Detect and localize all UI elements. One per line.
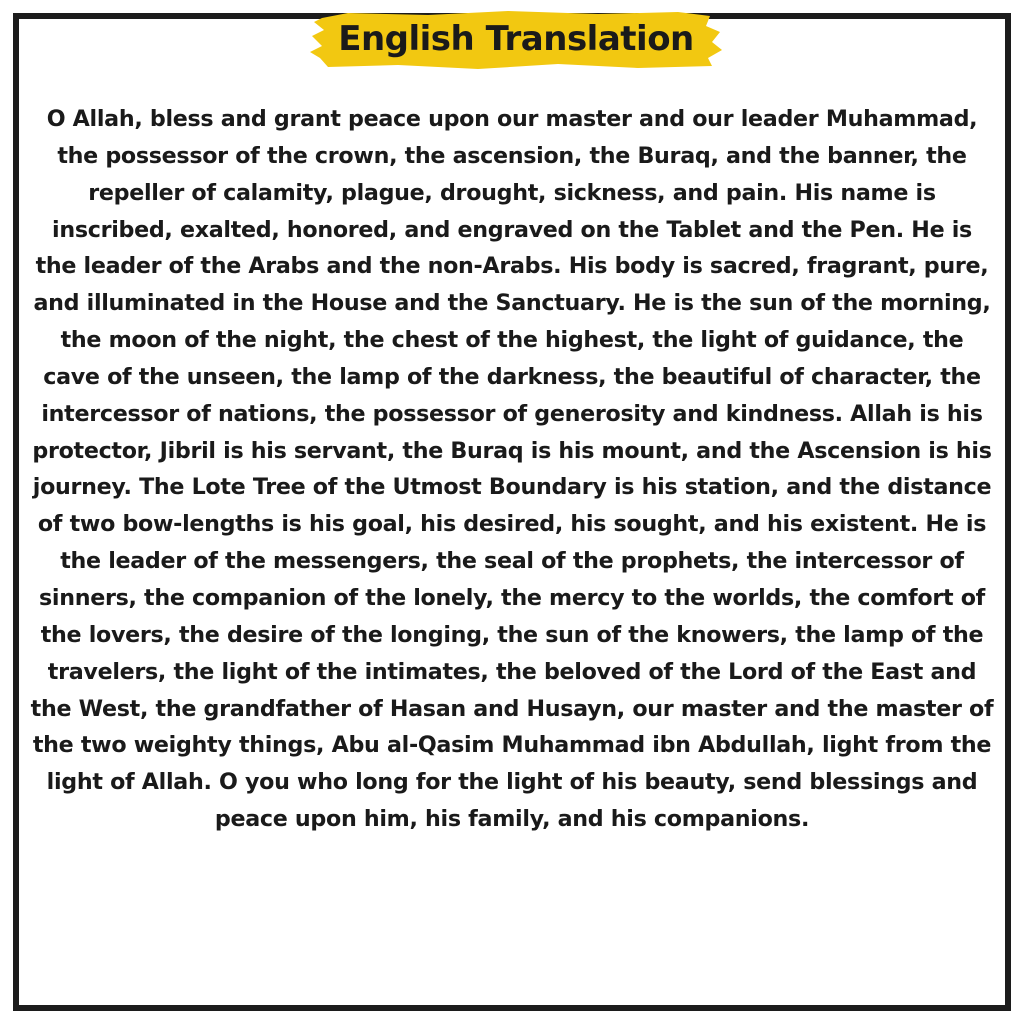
translation-text: O Allah, bless and grant peace upon our master and our leader Muhammad, the possessor of the crown, the ascension, the Buraq, and the banner, the repeller of calamity, plague, drought, sickness, and pain. His name is inscribed, exalted, honored, and engraved on the Tablet and the Pen. He is the leader of the Arabs and the non-Arabs. His body is sacred, fragrant, pure, and illuminated in the House and the Sanctuary. He is the sun of the morning, the moon of the night, the chest of the highest, the light of guidance, the cave of the unseen, the lamp of the darkness, the beautiful of character, the intercessor of nations, the possessor of generosity and kindness. Allah is his protector, Jibril is his servant, the Buraq is his mount, and the Ascension is his journey. The Lote Tree of the Utmost Boundary is his station, and the distance of two bow-lengths is his goal, his desired, his sought, and his existent. He is the leader of the messengers, the seal of the prophets, the intercessor of sinners, the companion of the lonely, the mercy to the worlds, the comfort of the lovers, the desire of the longing, the sun of the knowers, the lamp of the travelers, the light of the intimates, the beloved of the Lord of the East and the West, the grandfather of Hasan and Husayn, our master and the master of the two weighty things, Abu al-Qasim Muhammad ibn Abdullah, light from the light of Allah. O you who long for the light of his beauty, send blessings and peace upon him, his family, and his companions. — [30, 106, 994, 833]
page-title: English Translation — [338, 19, 694, 59]
title-banner — [308, 6, 724, 72]
